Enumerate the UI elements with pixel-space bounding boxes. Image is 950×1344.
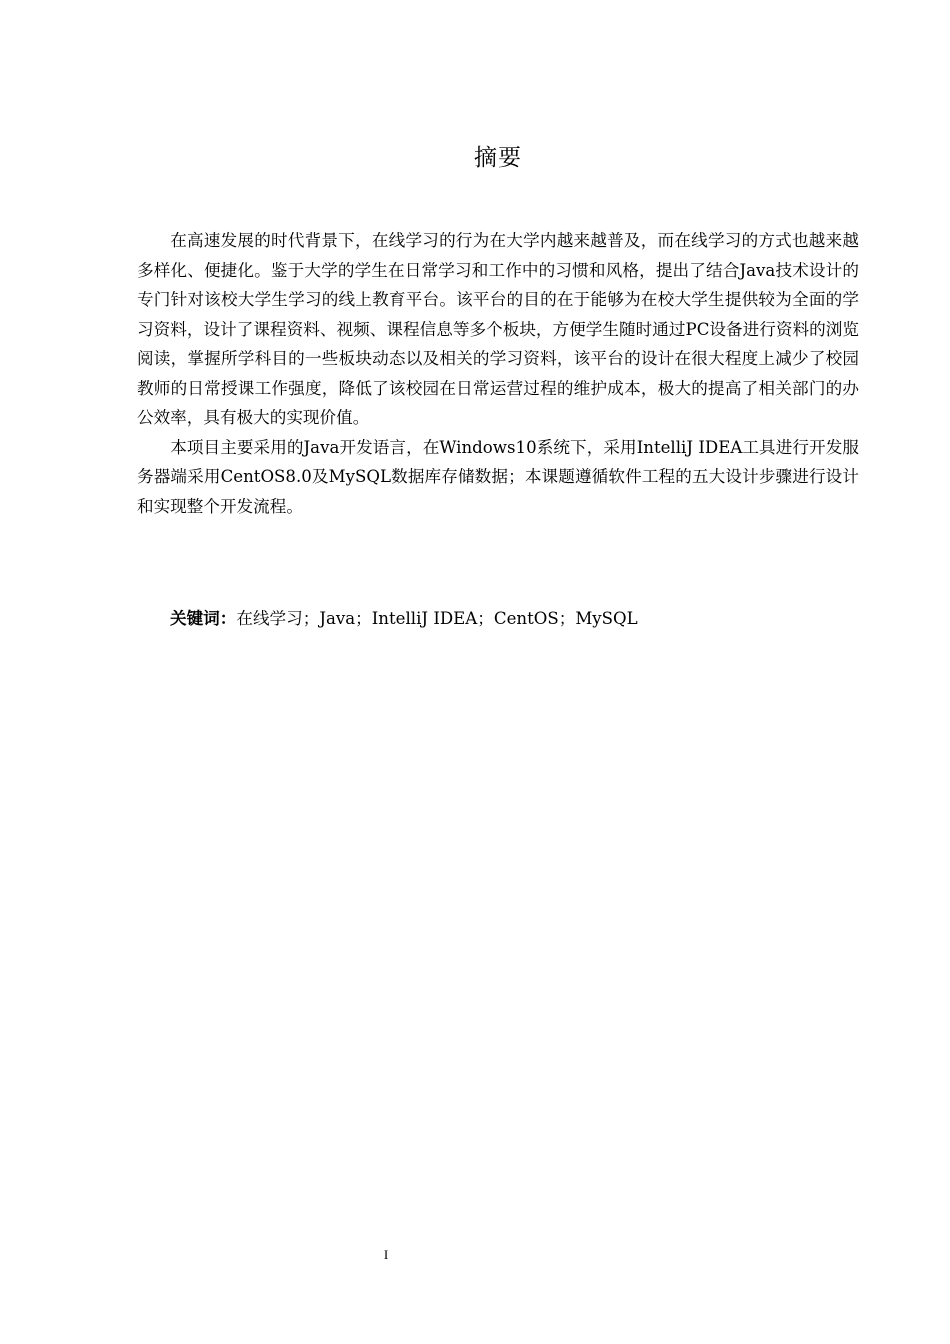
keywords-line [170, 604, 870, 633]
keywords-label: 关键词： [170, 609, 237, 628]
page-number: I [383, 1247, 389, 1262]
abstract-body [137, 226, 859, 521]
page-title: 摘要 [474, 145, 522, 171]
keywords-value: 在线学习；Java；IntelliJ IDEA；CentOS；MySQL [236, 609, 638, 628]
abstract-paragraph-2: 本项目主要采用的Java开发语言，在Windows10系统下，采用IntelliJ IDEA工具进行开发服务器端采用CentOS8.0及MySQL数据库存储数据；本课题遵循软件工程的五大设计步骤进行设计和实现整个开发流程。 [137, 437, 859, 516]
abstract-paragraph-1: 在高速发展的时代背景下，在线学习的行为在大学内越来越普及，而在线学习的方式也越来越多样化、便捷化。鉴于大学的学生在日常学习和工作中的习惯和风格，提出了结合Java技术设计的专门针对该校大学生学习的线上教育平台。该平台的目的在于能够为在校大学生提供较为全面的学习资料，设计了课程资料、视频、课程信息等多个板块，方便学生随时通过PC设备进行资料的浏览阅读，掌握所学科目的一些板块动态以及相关的学习资料，该平台的设计在很大程度上减少了校园教师的日常授课工作强度，降低了该校园在日常运营过程的维护成本，极大的提高了相关部门的办公效率，具有极大的实现价值。 [137, 231, 859, 427]
